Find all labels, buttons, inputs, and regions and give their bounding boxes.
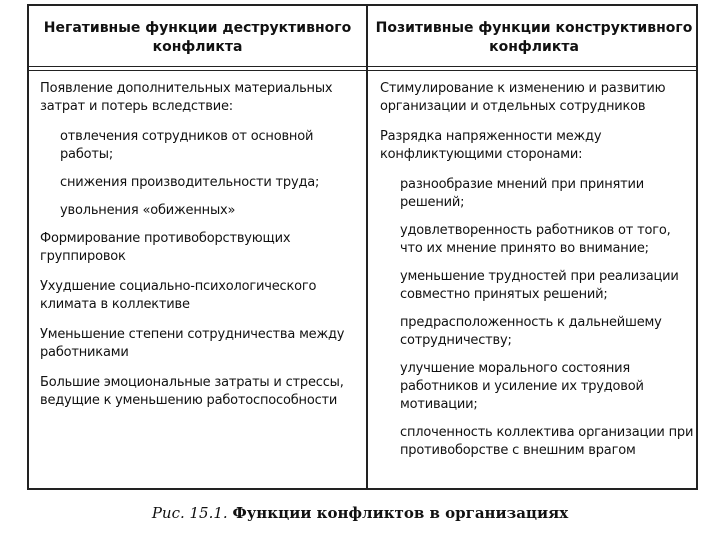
positive-function-subitem: разнообразие мнений при принятии решений; <box>400 177 645 210</box>
negative-function-subitem: снижения производительности труда; <box>60 175 320 190</box>
figure-caption <box>0 504 720 522</box>
negative-function-item: Ухудшение социально-психологического климата в коллективе <box>40 279 317 312</box>
positive-function-subitem: удовлетворенность работников от того, что их мнение принято во внимание; <box>400 223 671 256</box>
positive-function-subitem: улучшение морального состояния работников и усиление их трудовой мотивации; <box>400 361 644 412</box>
negative-function-item: Формирование противоборствующих группировок <box>40 231 291 264</box>
positive-functions-column <box>380 80 694 470</box>
figure-title: Функции конфликтов в организациях <box>232 504 569 522</box>
positive-functions-header: Позитивные функции конструктивного конфликта <box>375 20 693 55</box>
positive-function-item: Разрядка напряженности между конфликтующими сторонами: <box>380 129 602 162</box>
negative-functions-column <box>40 80 362 422</box>
positive-function-subitem: предрасположенность к дальнейшему сотрудничеству; <box>400 315 662 348</box>
positive-function-subitem: уменьшение трудностей при реализации совместно принятых решений; <box>400 269 679 302</box>
positive-function-subitem: сплоченность коллектива организации при противоборстве с внешним врагом <box>400 425 694 458</box>
figure-number: Рис. 15.1. <box>151 504 228 522</box>
positive-function-item: Стимулирование к изменению и развитию организации и отдельных сотрудников <box>380 81 666 114</box>
negative-function-item: Большие эмоциональные затраты и стрессы, ведущие к уменьшению работоспособности <box>40 375 344 408</box>
negative-function-subitem: отвлечения сотрудников от основной работы; <box>60 129 314 162</box>
negative-functions-header: Негативные функции деструктивного конфликта <box>43 20 352 55</box>
negative-function-subitem: увольнения «обиженных» <box>60 203 236 218</box>
conflict-functions-table <box>27 4 698 490</box>
negative-function-item: Уменьшение степени сотрудничества между работниками <box>40 327 345 360</box>
negative-function-item: Появление дополнительных материальных затрат и потерь вследствие: <box>40 81 333 114</box>
header-divider <box>29 66 696 71</box>
column-divider <box>366 6 368 488</box>
